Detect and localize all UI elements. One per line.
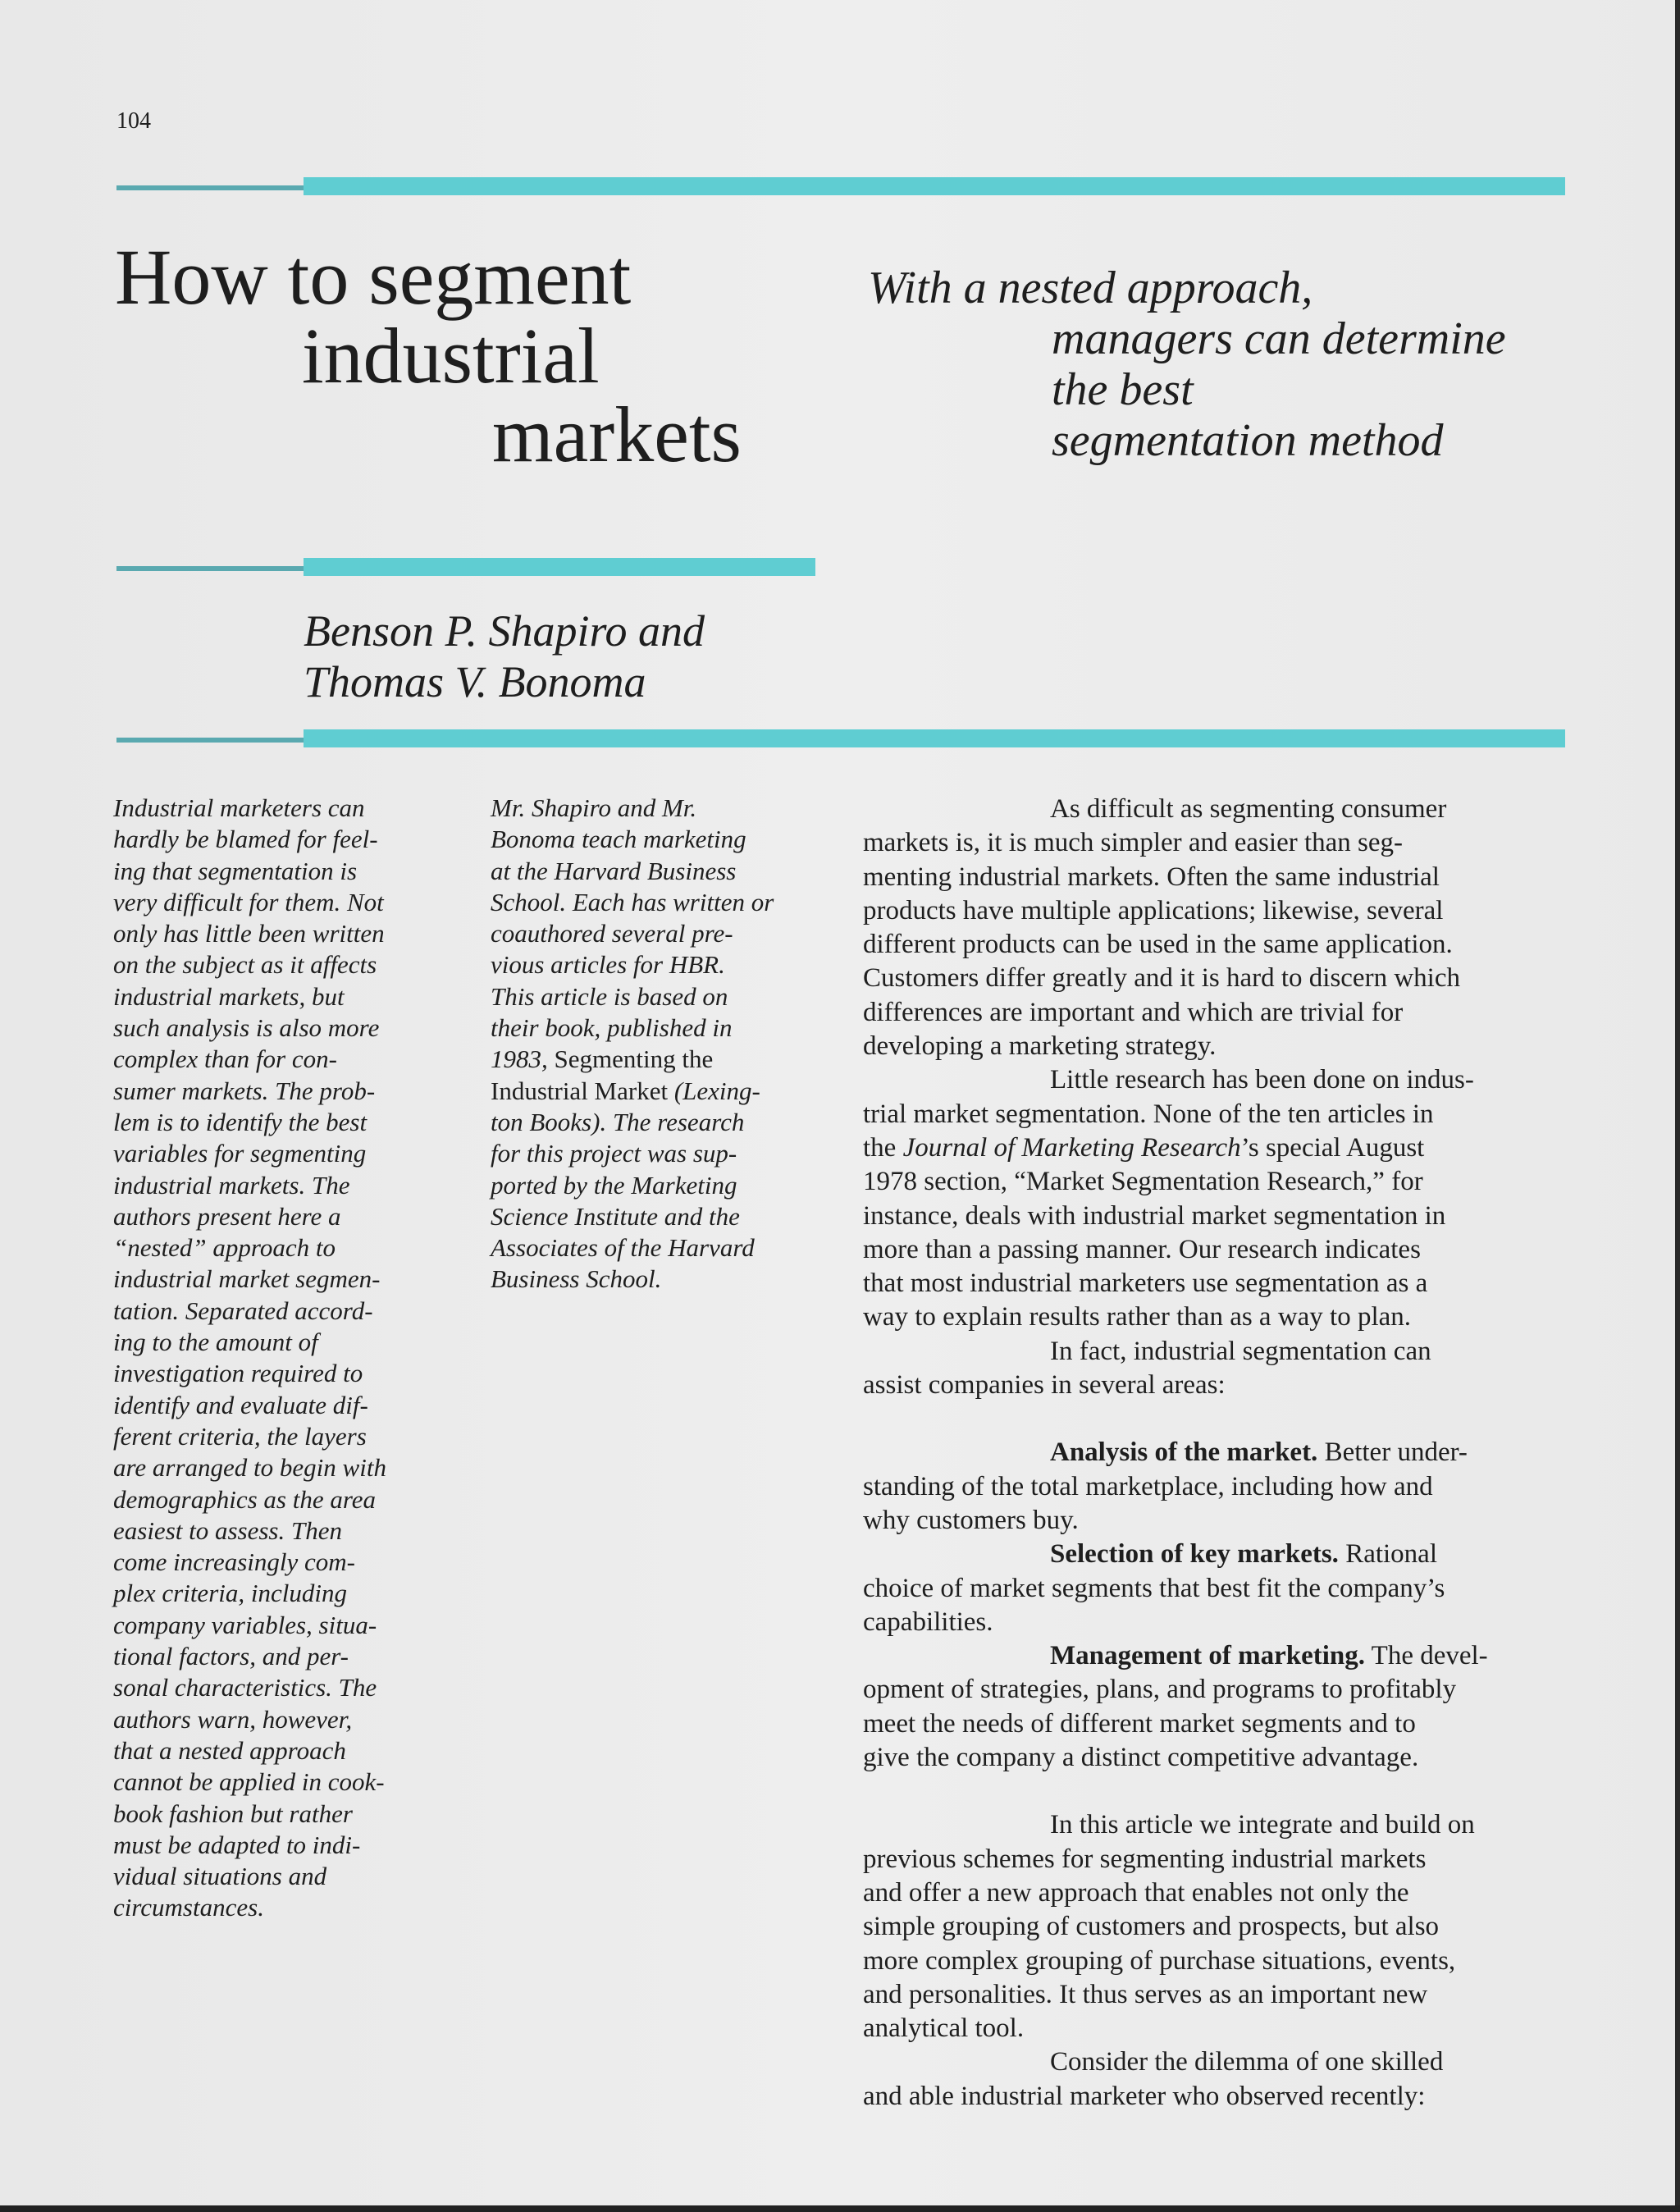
- deck-line: With a nested approach,: [868, 263, 1313, 313]
- body-line: [863, 1131, 1568, 1165]
- abstract-line: vidual situations and: [113, 1862, 327, 1891]
- abstract-line: ferent criteria, the layers: [113, 1421, 367, 1451]
- deck-line: managers can determine: [1052, 313, 1506, 364]
- list-item-heading: [863, 1538, 1568, 1571]
- body-line: differences are important and which are trivial for: [863, 997, 1404, 1027]
- body-line: simple grouping of customers and prospects, but also: [863, 1912, 1440, 1942]
- bio-year: 1983,: [491, 1044, 548, 1074]
- body-line: standing of the total marketplace, including how and: [863, 1471, 1433, 1501]
- body-line: capabilities.: [863, 1606, 993, 1637]
- title-line: markets: [492, 391, 742, 478]
- abstract-line: company variables, situa-: [113, 1610, 377, 1639]
- abstract-line: lem is to identify the best: [113, 1107, 368, 1136]
- body-line: analytical tool.: [863, 2013, 1025, 2044]
- abstract-line: tional factors, and per-: [113, 1642, 349, 1671]
- abstract-line: complex than for con-: [113, 1044, 337, 1074]
- bio-line: coauthored several pre-: [491, 919, 733, 948]
- body-text: ’s special August: [1240, 1132, 1425, 1163]
- body-line: meet the needs of different market segments and to: [863, 1708, 1416, 1739]
- bio-line: at the Harvard Business: [491, 856, 737, 885]
- top-rule: [116, 185, 1565, 190]
- middle-rule: [116, 566, 815, 571]
- abstract-line: ing that segmentation is: [113, 856, 358, 885]
- abstract-line: that a nested approach: [113, 1735, 346, 1765]
- bio-publisher: (Lexing-: [673, 1076, 760, 1105]
- bio-line: [491, 1044, 835, 1075]
- list-item-heading: [863, 1639, 1568, 1673]
- abstract-line: very difficult for them. Not: [113, 887, 384, 916]
- body-line: In this article we integrate and build on: [1050, 1810, 1475, 1840]
- author-bio: [491, 793, 835, 1296]
- body-line: trial market segmentation. None of the ten articles in: [863, 1099, 1434, 1129]
- byline: [304, 606, 705, 707]
- bio-line: Associates of the Harvard: [491, 1233, 755, 1263]
- scan-edge: [0, 2205, 1680, 2212]
- abstract-line: plex criteria, including: [113, 1579, 347, 1608]
- run-in-head: Analysis of the market.: [1050, 1437, 1318, 1468]
- bio-line: School. Each has written or: [491, 887, 774, 916]
- body-line: Consider the dilemma of one skilled: [1050, 2047, 1444, 2077]
- list-item-heading: [863, 1436, 1568, 1469]
- body-text: The devel-: [1365, 1641, 1488, 1671]
- bio-line: Business School.: [491, 1264, 662, 1294]
- abstract-line: sumer markets. The prob-: [113, 1076, 376, 1105]
- bio-line: Mr. Shapiro and Mr.: [491, 793, 697, 822]
- body-line: that most industrial marketers use segmentation as a: [863, 1268, 1428, 1299]
- abstract-line: such analysis is also more: [113, 1013, 380, 1043]
- abstract-line: hardly be blamed for feel-: [113, 825, 378, 854]
- article-body: [863, 793, 1568, 2114]
- body-line: and able industrial marketer who observed recently:: [863, 2081, 1426, 2111]
- abstract-line: industrial markets, but: [113, 981, 345, 1011]
- abstract: [113, 793, 458, 1924]
- abstract-line: demographics as the area: [113, 1484, 377, 1514]
- body-line: more complex grouping of purchase situations, events,: [863, 1945, 1456, 1976]
- abstract-line: easiest to assess. Then: [113, 1515, 342, 1545]
- abstract-line: circumstances.: [113, 1893, 264, 1922]
- abstract-line: industrial markets. The: [113, 1170, 350, 1200]
- abstract-line: book fashion but rather: [113, 1798, 353, 1828]
- title-line: How to segment: [115, 233, 632, 321]
- body-line: and personalities. It thus serves as an important new: [863, 1979, 1428, 2009]
- deck-line: segmentation method: [1052, 415, 1444, 466]
- body-line: assist companies in several areas:: [863, 1370, 1226, 1401]
- body-line: markets is, it is much simpler and easier than seg-: [863, 828, 1404, 858]
- abstract-line: Industrial marketers can: [113, 793, 365, 822]
- abstract-line: must be adapted to indi-: [113, 1830, 361, 1859]
- abstract-line: variables for segmenting: [113, 1139, 367, 1168]
- abstract-line: cannot be applied in cook-: [113, 1767, 385, 1797]
- abstract-line: are arranged to begin with: [113, 1453, 386, 1483]
- book-title: Segmenting the: [554, 1044, 714, 1074]
- body-line: more than a passing manner. Our research indicates: [863, 1234, 1421, 1264]
- author-line: Thomas V. Bonoma: [304, 657, 646, 706]
- bio-line: Science Institute and the: [491, 1201, 740, 1231]
- bio-line: for this project was sup-: [491, 1139, 737, 1168]
- abstract-line: identify and evaluate dif-: [113, 1390, 368, 1419]
- scan-edge: [1675, 0, 1680, 2212]
- run-in-head: Management of marketing.: [1050, 1641, 1366, 1671]
- journal-title: Journal of Marketing Research: [902, 1132, 1241, 1163]
- abstract-line: authors warn, however,: [113, 1704, 353, 1734]
- body-line: opment of strategies, plans, and programs to profitably: [863, 1675, 1457, 1705]
- body-line: 1978 section, “Market Segmentation Research,” for: [863, 1167, 1423, 1197]
- body-line: In fact, industrial segmentation can: [1050, 1336, 1431, 1366]
- body-line: menting industrial markets. Often the same industrial: [863, 861, 1440, 892]
- body-line: give the company a distinct competitive advantage.: [863, 1743, 1419, 1773]
- abstract-line: “nested” approach to: [113, 1233, 336, 1263]
- abstract-line: industrial market segmen-: [113, 1264, 381, 1294]
- article-deck: [868, 263, 1506, 466]
- abstract-line: ing to the amount of: [113, 1328, 318, 1357]
- body-line: Little research has been done on indus-: [1050, 1065, 1474, 1095]
- bio-line: vious articles for HBR.: [491, 950, 725, 980]
- abstract-line: authors present here a: [113, 1201, 341, 1231]
- body-text: the: [863, 1132, 903, 1163]
- abstract-line: investigation required to: [113, 1359, 363, 1388]
- bio-line: This article is based on: [491, 981, 728, 1011]
- run-in-head: Selection of key markets.: [1050, 1539, 1339, 1570]
- body-line: way to explain results rather than as a way to plan.: [863, 1302, 1412, 1332]
- abstract-line: tation. Separated accord-: [113, 1296, 373, 1325]
- bio-line: Bonoma teach marketing: [491, 825, 746, 854]
- abstract-line: sonal characteristics. The: [113, 1673, 377, 1702]
- bottom-rule: [116, 738, 1565, 743]
- title-line: industrial: [302, 312, 600, 400]
- bio-line: [491, 1076, 835, 1107]
- body-line: products have multiple applications; likewise, several: [863, 895, 1444, 925]
- bio-line: ported by the Marketing: [491, 1170, 737, 1200]
- body-text: Rational: [1338, 1539, 1437, 1570]
- book-title: Industrial Market: [491, 1076, 669, 1105]
- body-line: previous schemes for segmenting industrial markets: [863, 1844, 1427, 1874]
- body-line: developing a marketing strategy.: [863, 1031, 1217, 1062]
- bio-line: their book, published in: [491, 1013, 733, 1043]
- body-line: different products can be used in the same application.: [863, 930, 1453, 960]
- body-text: Better under-: [1317, 1437, 1468, 1468]
- body-line: As difficult as segmenting consumer: [1050, 794, 1447, 824]
- article-title: [115, 233, 742, 478]
- body-line: and offer a new approach that enables not only the: [863, 1877, 1409, 1908]
- bio-line: ton Books). The research: [491, 1107, 745, 1136]
- deck-line: the best: [1052, 364, 1194, 415]
- body-line: choice of market segments that best fit the company’s: [863, 1573, 1445, 1603]
- abstract-line: come increasingly com-: [113, 1547, 355, 1577]
- page-number: 104: [116, 108, 151, 134]
- body-line: instance, deals with industrial market segmentation in: [863, 1200, 1446, 1231]
- abstract-line: only has little been written: [113, 919, 385, 948]
- author-line: Benson P. Shapiro and: [304, 606, 705, 656]
- body-line: Customers differ greatly and it is hard to discern which: [863, 963, 1460, 994]
- body-line: why customers buy.: [863, 1505, 1079, 1535]
- abstract-line: on the subject as it affects: [113, 950, 377, 980]
